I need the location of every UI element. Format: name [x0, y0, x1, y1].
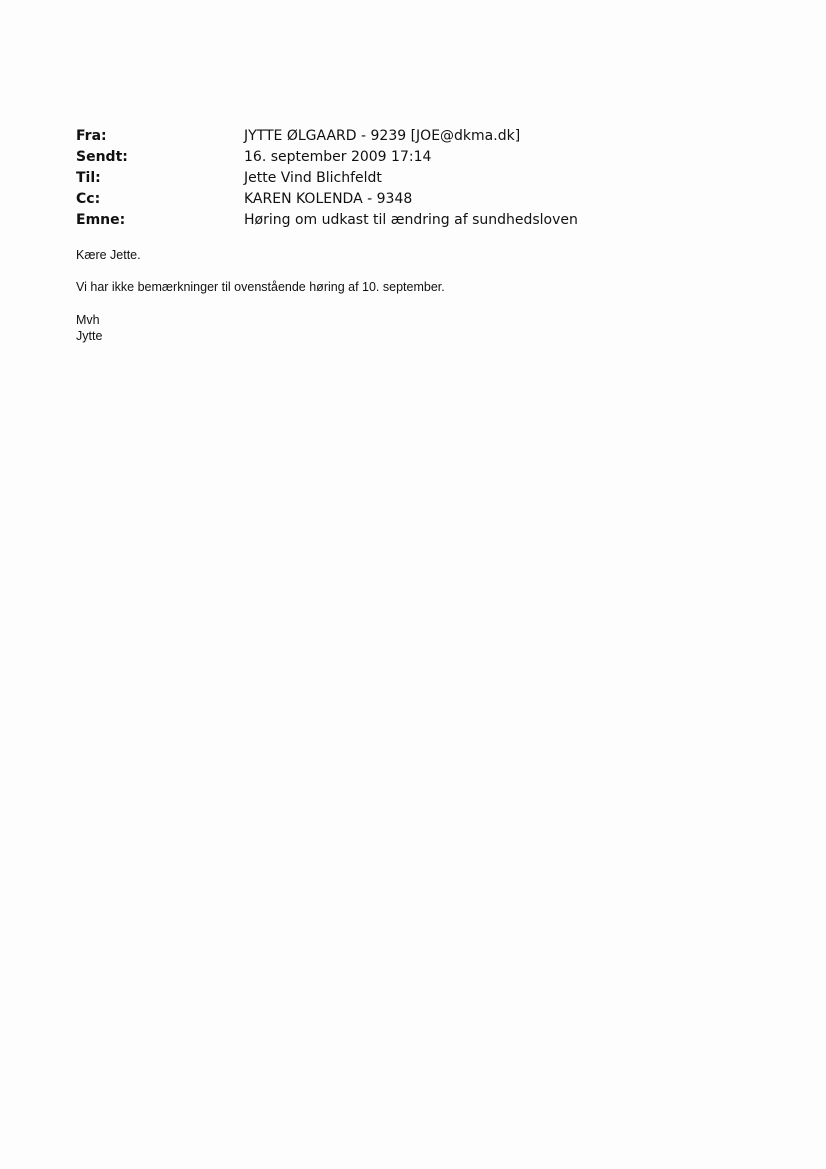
header-row-subject	[76, 210, 726, 231]
email-header	[76, 126, 726, 231]
closing-text: Mvh	[76, 313, 100, 327]
header-row-sent	[76, 147, 726, 168]
header-row-to	[76, 168, 726, 189]
sent-label: Sendt:	[76, 149, 128, 165]
to-label: Til:	[76, 170, 101, 186]
subject-value: Høring om udkast til ændring af sundhedsloven	[244, 212, 578, 228]
to-value: Jette Vind Blichfeldt	[244, 170, 382, 186]
signature-name: Jytte	[76, 329, 103, 343]
subject-label: Emne:	[76, 212, 126, 228]
from-label: Fra:	[76, 128, 107, 144]
email-message: Vi har ikke bemærkninger til ovenstående høring af 10. september.	[76, 280, 445, 294]
sent-value: 16. september 2009 17:14	[244, 149, 432, 165]
header-row-from	[76, 126, 726, 147]
email-signoff	[76, 312, 102, 344]
header-row-cc	[76, 189, 726, 210]
from-value: JYTTE ØLGAARD - 9239 [JOE@dkma.dk]	[244, 128, 521, 144]
cc-label: Cc:	[76, 191, 101, 207]
cc-value: KAREN KOLENDA - 9348	[244, 191, 413, 207]
email-greeting: Kære Jette.	[76, 248, 141, 262]
